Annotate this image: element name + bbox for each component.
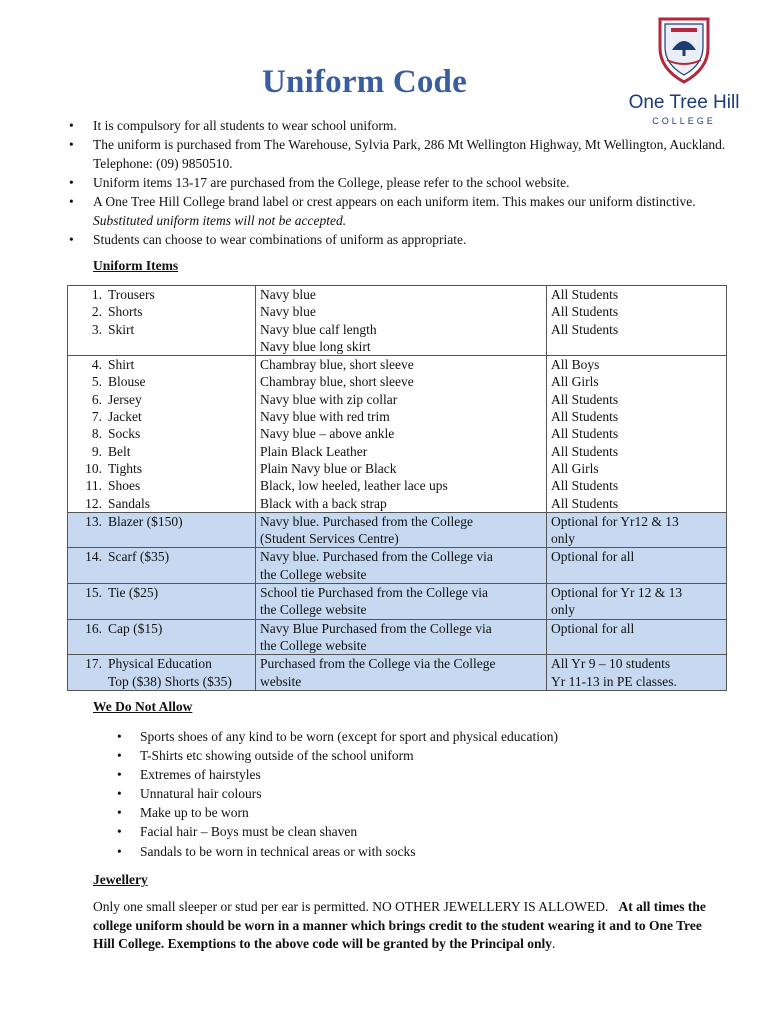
item-description-cell	[256, 584, 547, 620]
item-label: Blazer ($150)	[108, 513, 183, 529]
page-title: Uniform Code	[262, 64, 467, 100]
item-audience: All Yr 9 – 10 students	[551, 656, 671, 672]
bullet-icon: •	[117, 824, 122, 840]
item-audience: All Students	[551, 409, 619, 425]
logo-college-name: One Tree Hill	[628, 92, 740, 113]
not-allow-text: Extremes of hairstyles	[140, 767, 261, 783]
item-number: 12.	[85, 495, 102, 511]
item-audience: Optional for all	[551, 549, 635, 565]
not-allow-item	[117, 765, 558, 784]
item-label: Sandals	[108, 495, 150, 511]
bullet-icon: •	[117, 805, 122, 821]
item-description: Navy blue. Purchased from the College via	[260, 549, 493, 565]
not-allow-text: T-Shirts etc showing outside of the school uniform	[140, 748, 414, 764]
item-number: 11.	[85, 478, 102, 494]
bullet-icon: •	[69, 175, 74, 190]
item-label: Trousers	[108, 287, 155, 302]
item-label: Scarf ($35)	[108, 549, 170, 565]
item-description: Navy blue – above ankle	[260, 426, 395, 442]
item-audience: All Students	[551, 443, 619, 459]
intro-bullet	[69, 116, 733, 135]
item-description: the College website	[260, 602, 367, 618]
jewellery-end: .	[552, 936, 556, 952]
not-allow-item	[117, 746, 558, 765]
item-name	[68, 584, 253, 601]
item-audience-cell	[547, 512, 727, 548]
uniform-item-row	[68, 619, 727, 655]
item-name	[68, 548, 253, 565]
not-allow-item	[117, 842, 558, 861]
item-name-cell	[68, 356, 256, 513]
item-description: School tie Purchased from the College via	[260, 585, 488, 601]
item-name	[68, 673, 253, 690]
not-allow-item	[117, 822, 558, 841]
not-allow-item	[117, 803, 558, 822]
item-label: Shoes	[108, 478, 141, 494]
item-name-cell	[68, 512, 256, 548]
intro-bullet	[69, 135, 733, 173]
item-audience: All Students	[551, 391, 619, 407]
not-allow-text: Sports shoes of any kind to be worn (except for sport and physical education)	[140, 729, 559, 744]
item-label: Physical Education	[108, 656, 212, 672]
item-name	[68, 391, 253, 408]
jewellery-paragraph	[93, 898, 723, 954]
not-allow-list	[117, 727, 559, 861]
item-description: Navy Blue Purchased from the College via	[260, 620, 492, 636]
uniform-item-row	[68, 584, 727, 620]
bullet-icon: •	[117, 786, 122, 802]
item-audience: All Girls	[551, 460, 599, 476]
item-label: Socks	[108, 426, 141, 442]
item-name-cell	[68, 619, 256, 655]
item-audience-cell	[547, 356, 727, 513]
item-description-cell	[256, 356, 547, 513]
item-audience: All Boys	[551, 357, 600, 373]
item-label: Cap ($15)	[108, 620, 163, 636]
item-name	[68, 373, 253, 390]
jewellery-emphasis: At all times the college uniform should be worn in a manner which brings credit to the student wearing it and to One Tree Hill College. Exemptions to the above code will be granted by the Principal only	[93, 899, 706, 952]
item-audience: Optional for Yr 12 & 13	[551, 585, 683, 601]
item-audience: Optional for Yr12 & 13	[551, 513, 679, 529]
item-description-cell	[256, 655, 547, 691]
uniform-item-row	[68, 286, 727, 356]
item-name	[68, 321, 253, 338]
item-description: Navy blue long skirt	[260, 338, 371, 354]
uniform-item-row	[68, 512, 727, 548]
item-label: Top ($38) Shorts ($35)	[108, 673, 232, 689]
item-number: 1.	[91, 287, 102, 302]
item-number: 15.	[85, 585, 102, 601]
item-description-cell	[256, 548, 547, 584]
not-allow-heading: We Do Not Allow	[93, 699, 193, 714]
bullet-icon: •	[69, 137, 74, 152]
item-number: 2.	[91, 304, 102, 320]
item-description: Plain Black Leather	[260, 443, 368, 459]
item-name	[68, 477, 253, 494]
intro-bullet-list	[69, 116, 733, 249]
item-audience: All Girls	[551, 374, 599, 390]
item-number: 14.	[85, 549, 102, 565]
item-description: Navy blue	[260, 304, 316, 320]
item-label: Belt	[108, 443, 131, 459]
intro-bullet	[69, 192, 733, 230]
bullet-icon: •	[69, 232, 74, 247]
not-allow-text: Unnatural hair colours	[140, 786, 262, 802]
item-description: Purchased from the College via the College	[260, 656, 496, 672]
uniform-items-table	[67, 285, 727, 691]
item-name	[68, 460, 253, 477]
intro-bullet-text: Students can choose to wear combinations of uniform as appropriate.	[93, 232, 467, 247]
not-allow-text: Facial hair – Boys must be clean shaven	[140, 824, 358, 840]
not-allow-item	[117, 784, 558, 803]
bullet-icon: •	[69, 118, 74, 133]
item-label: Shorts	[108, 304, 143, 320]
item-number: 16.	[85, 620, 102, 636]
item-label: Tights	[108, 460, 143, 476]
item-description: website	[260, 673, 302, 689]
crest-icon	[657, 16, 711, 84]
item-audience: only	[551, 602, 576, 618]
item-audience: All Students	[551, 304, 619, 320]
bullet-icon: •	[69, 194, 74, 209]
item-name	[68, 655, 253, 672]
item-label: Jacket	[108, 409, 142, 425]
item-name-cell	[68, 548, 256, 584]
item-description: Chambray blue, short sleeve	[260, 357, 414, 373]
bullet-icon: •	[117, 767, 122, 783]
item-audience: All Students	[551, 478, 619, 494]
item-audience-cell	[547, 286, 727, 356]
item-name	[68, 356, 253, 373]
item-label: Tie ($25)	[108, 585, 159, 601]
item-name-cell	[68, 584, 256, 620]
item-audience-cell	[547, 655, 727, 691]
item-number: 5.	[91, 374, 102, 390]
item-number	[68, 673, 108, 690]
item-description: Plain Navy blue or Black	[260, 460, 397, 476]
item-description: Navy blue. Purchased from the College	[260, 513, 473, 529]
item-description: Navy blue with red trim	[260, 409, 390, 425]
intro-bullet-text: A One Tree Hill College brand label or crest appears on each uniform item. This makes our uniform distinctive.	[93, 194, 696, 209]
intro-bullet-text: The uniform is purchased from The Warehouse, Sylvia Park, 286 Mt Wellington Highway, Mt Wellington, Auckland. Telephone: (09) 9850510.	[93, 137, 726, 171]
item-name	[68, 513, 253, 530]
item-audience: All Students	[551, 287, 619, 302]
uniform-item-row	[68, 356, 727, 513]
item-audience-cell	[547, 619, 727, 655]
uniform-items-body	[68, 286, 727, 691]
item-name	[68, 425, 253, 442]
bullet-icon: •	[117, 843, 122, 859]
item-audience: All Students	[551, 321, 619, 337]
item-label: Jersey	[108, 391, 142, 407]
intro-bullet-text: Uniform items 13-17 are purchased from the College, please refer to the school website.	[93, 175, 570, 190]
item-name-cell	[68, 286, 256, 356]
intro-bullet	[69, 230, 733, 249]
not-allow-text: Make up to be worn	[140, 805, 249, 821]
item-audience: Yr 11-13 in PE classes.	[551, 673, 677, 689]
item-audience: All Students	[551, 495, 619, 511]
item-audience: All Students	[551, 426, 619, 442]
college-logo	[624, 16, 744, 126]
item-name	[68, 620, 253, 637]
not-allow-item	[117, 727, 559, 746]
item-description: Navy blue calf length	[260, 321, 377, 337]
item-description: the College website	[260, 566, 367, 582]
uniform-items-heading: Uniform Items	[93, 258, 179, 273]
bullet-icon: •	[117, 748, 122, 764]
item-number: 9.	[91, 443, 102, 459]
item-description: the College website	[260, 637, 367, 653]
item-audience-cell	[547, 548, 727, 584]
item-description-cell	[256, 512, 547, 548]
item-description: Navy blue with zip collar	[260, 391, 398, 407]
item-number: 13.	[85, 513, 102, 529]
item-description-cell	[256, 286, 547, 356]
item-audience: Optional for all	[551, 620, 635, 636]
intro-bullet	[69, 173, 733, 192]
item-name	[68, 303, 253, 320]
item-label: Blouse	[108, 374, 146, 390]
item-audience-cell	[547, 584, 727, 620]
item-name	[68, 495, 253, 512]
item-number: 6.	[91, 391, 102, 407]
item-number: 3.	[91, 321, 102, 337]
bullet-icon: •	[117, 729, 122, 744]
item-audience: only	[551, 531, 576, 547]
item-name	[68, 286, 253, 303]
jewellery-heading: Jewellery	[93, 872, 148, 887]
uniform-item-row	[68, 655, 727, 691]
jewellery-rule: Only one small sleeper or stud per ear is permitted. NO OTHER JEWELLERY IS ALLOWED.	[93, 899, 609, 914]
item-description-cell	[256, 619, 547, 655]
uniform-item-row	[68, 548, 727, 584]
item-number: 17.	[85, 656, 102, 672]
logo-college-sub: COLLEGE	[652, 116, 716, 126]
item-description: (Student Services Centre)	[260, 531, 399, 547]
item-description: Navy blue	[260, 287, 316, 302]
item-number: 8.	[91, 426, 102, 442]
item-name	[68, 408, 253, 425]
item-label: Shirt	[108, 357, 135, 373]
item-name-cell	[68, 655, 256, 691]
intro-bullet-text: It is compulsory for all students to wear school uniform.	[93, 118, 397, 133]
item-number: 7.	[91, 409, 102, 425]
item-label: Skirt	[108, 321, 135, 337]
item-description: Black, low heeled, leather lace ups	[260, 478, 448, 494]
item-description: Black with a back strap	[260, 495, 387, 511]
item-number: 4.	[91, 357, 102, 373]
item-description: Chambray blue, short sleeve	[260, 374, 414, 390]
item-name	[68, 443, 253, 460]
not-allow-text: Sandals to be worn in technical areas or with socks	[140, 843, 416, 859]
item-number: 10.	[85, 460, 102, 476]
intro-bullet-emphasis: Substituted uniform items will not be accepted.	[93, 213, 347, 228]
